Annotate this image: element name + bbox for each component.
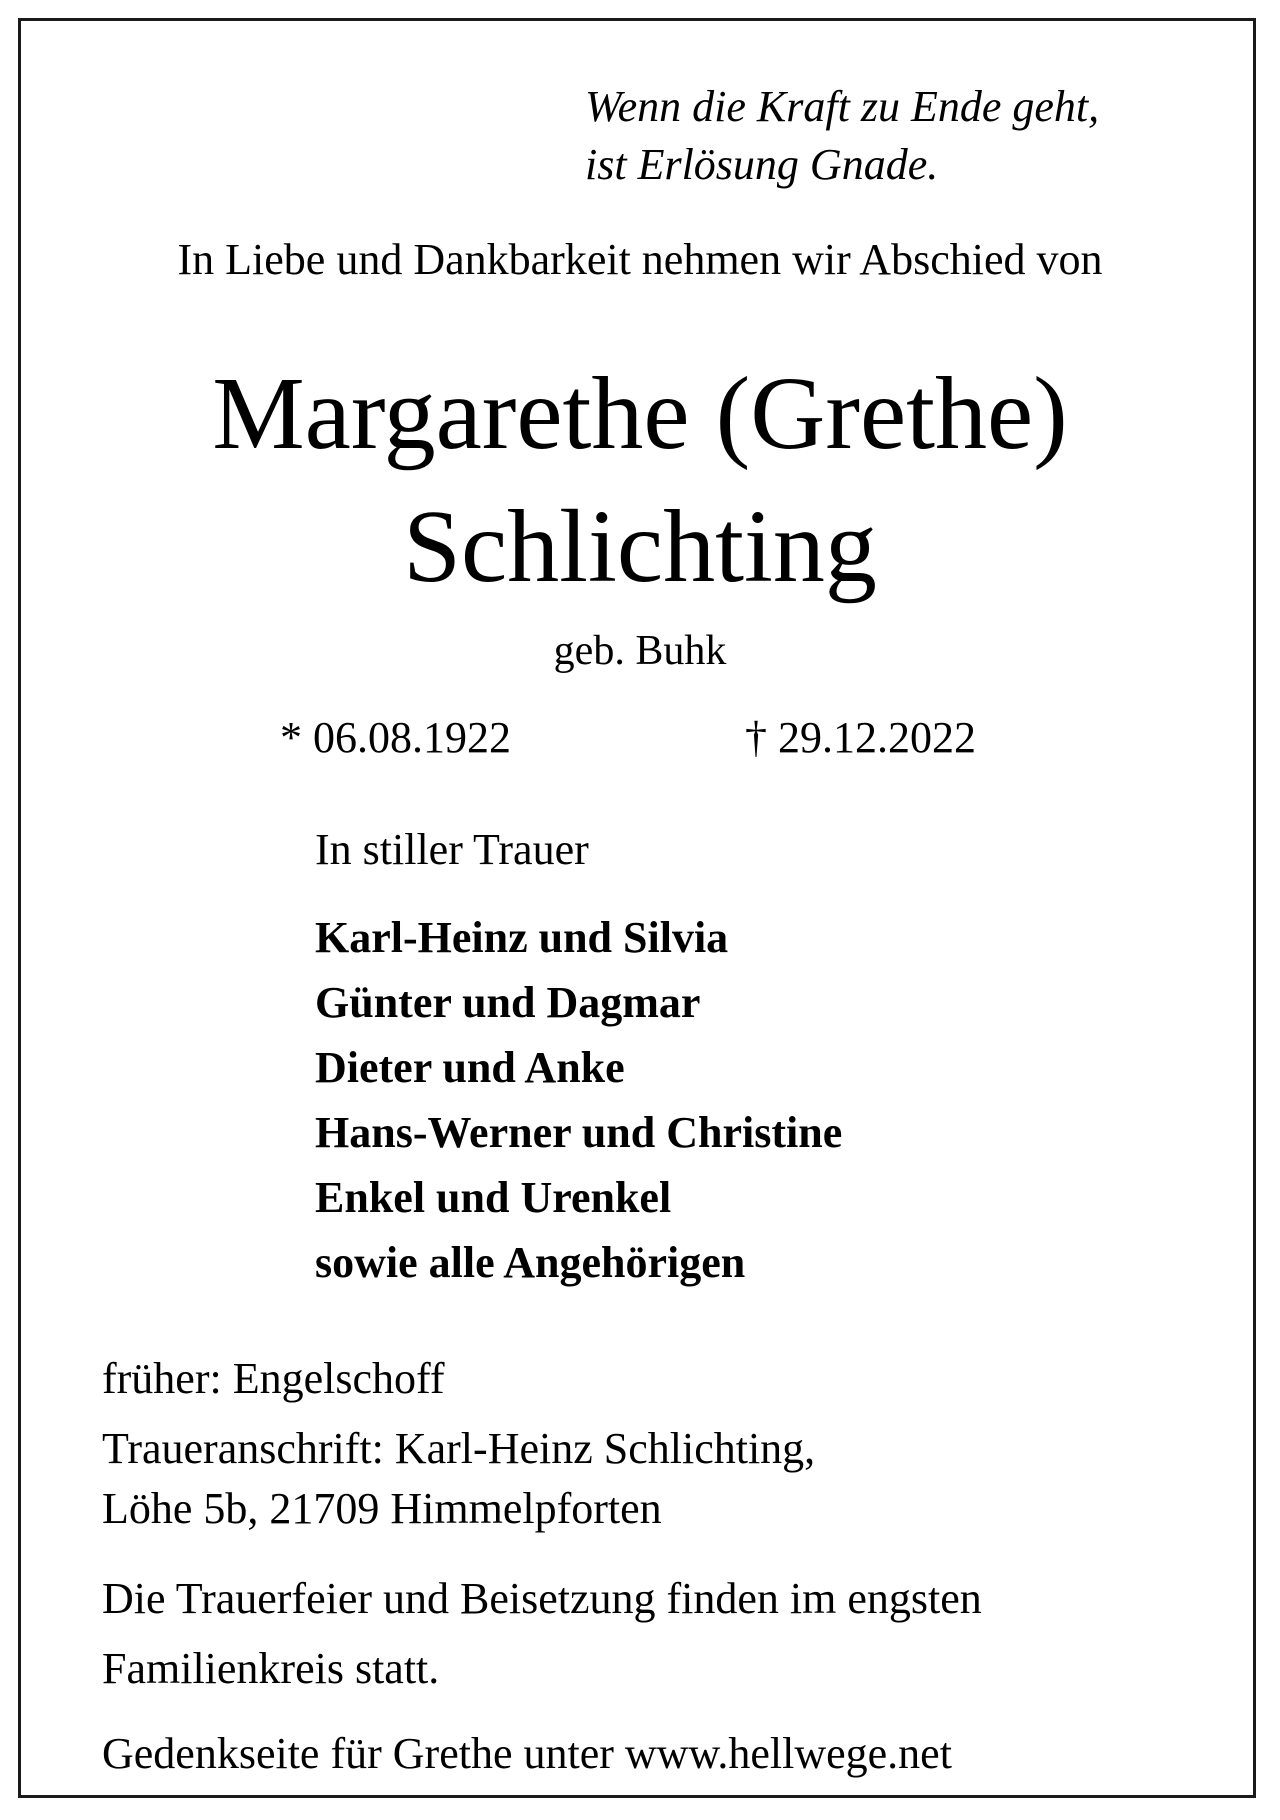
mourner-item: Enkel und Urenkel <box>315 1173 672 1222</box>
motto-line-2: ist Erlösung Gnade. <box>585 140 939 189</box>
ceremony-note-line-2: Familienkreis statt. <box>102 1644 440 1693</box>
mourner-item: Günter und Dagmar <box>315 978 701 1027</box>
mourner-item: sowie alle Angehörigen <box>315 1238 746 1287</box>
motto-line-1: Wenn die Kraft zu Ende geht, <box>585 82 1100 131</box>
former-residence: früher: Engelschoff <box>102 1354 445 1403</box>
birth-date: * 06.08.1922 <box>280 713 511 762</box>
memorial-page-note: Gedenkseite für Grethe unter www.hellwege.net <box>102 1729 952 1778</box>
mourner-item: Karl-Heinz und Silvia <box>315 913 729 962</box>
mourner-item: Dieter und Anke <box>315 1043 625 1092</box>
motto-quote <box>585 78 1099 194</box>
deceased-name-line-2: Schlichting <box>403 489 877 604</box>
mourner-item: Hans-Werner und Christine <box>315 1108 843 1157</box>
deceased-name-line-1: Margarethe (Grethe) <box>212 356 1068 471</box>
mourners-list <box>315 905 842 1295</box>
mourning-address-line-1: Traueranschrift: Karl-Heinz Schlichting, <box>102 1424 816 1473</box>
mourning-title: In stiller Trauer <box>315 825 589 874</box>
mourning-address-line-2: Löhe 5b, 21709 Himmelpforten <box>102 1484 662 1533</box>
death-date: † 29.12.2022 <box>745 713 976 762</box>
intro-text: In Liebe und Dankbarkeit nehmen wir Abschied von <box>177 235 1103 284</box>
ceremony-note-line-1: Die Trauerfeier und Beisetzung finden im engsten <box>102 1574 982 1623</box>
maiden-name: geb. Buhk <box>553 628 727 674</box>
